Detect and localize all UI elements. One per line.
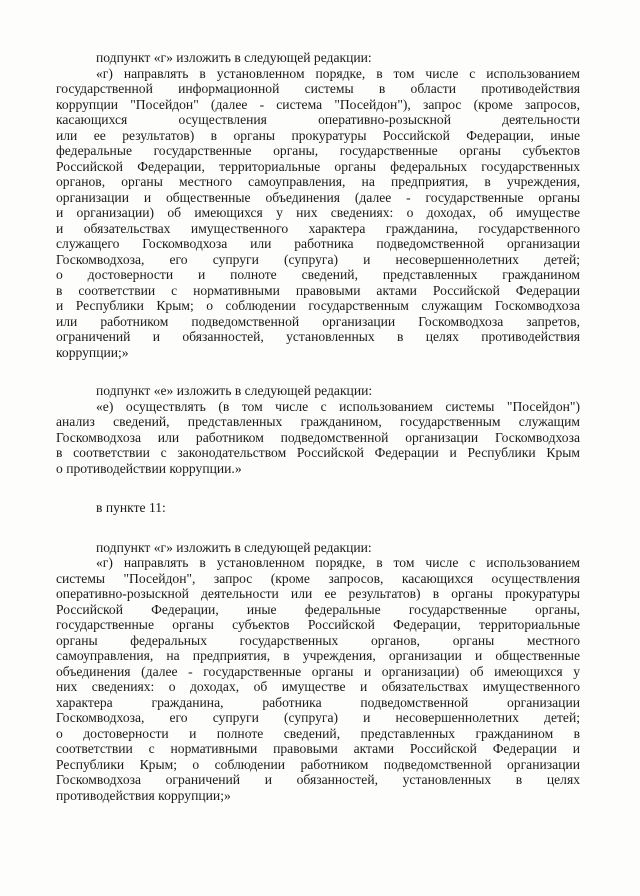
text-line: и обязательствах имущественного характера гражданина, государственного [56,220,580,236]
text-line: анализ сведений, представленных гражданином, государственным служащим [56,414,580,429]
document-page [56,50,580,803]
instruction-line [56,500,580,516]
text-line: системы "Посейдон", запрос (кроме запросов, касающихся осуществления [56,570,580,586]
text-line: «е) осуществлять (в том числе с использованием системы "Посейдон") [96,398,580,414]
text-line: в соответствии с законодательством Российской Федерации и Республики Крым [56,445,580,460]
text-line: государственной информационной системы в области противодействия [56,81,580,96]
text-line: Российской Федерации, территориальные органы федеральных государственных [56,158,580,174]
text-line: Госкомводхоза ограничений и обязанностей, установленных в целях [56,772,580,787]
text-line: федеральные государственные органы, государственные органы субъектов [56,143,580,158]
text-line: в пункте 11: [96,500,166,515]
text-line: касающихся осуществления оперативно-розыскной деятельности [56,112,580,127]
text-line: «г) направлять в установленном порядке, в том числе с использованием [96,555,580,570]
text-line: организации и общественные объединения (далее - государственные органы [56,189,580,205]
text-line: ограничений и обязанностей, установленных в целях противодействия [56,329,580,344]
instruction-line [56,540,580,556]
text-line: о достоверности и полноте сведений, представленных гражданином [56,267,580,282]
paragraph [56,66,580,361]
text-line: них сведениях: о доходах, об имуществе и обязательствах имущественного [56,679,580,694]
instruction-line [56,383,580,399]
paragraph [56,555,580,803]
text-line: служащего Госкомводхоза или работника подведомственной организации [56,236,580,251]
text-line: и Республики Крым; о соблюдении государственным служащим Госкомводхоза [56,298,580,313]
text-line: Госкомводхоза, его супруги (супруга) и несовершеннолетних детей; [56,251,580,267]
text-line: государственные органы субъектов Российской Федерации, территориальные [56,617,580,632]
block-spacer [56,516,580,540]
text-line: подпункт «г» изложить в следующей редакции: [96,539,372,555]
text-line: подпункт «е» изложить в следующей редакции: [96,383,373,398]
text-line: противодействия коррупции;» [56,787,231,803]
text-line: подпункт «г» изложить в следующей редакции: [96,50,372,65]
paragraph [56,399,580,477]
block-spacer [56,360,580,383]
text-line: «г) направлять в установленном порядке, в том числе с использованием [96,65,580,81]
text-line: характера гражданина, работника подведомственной организации [56,694,580,710]
text-line: или ее результатов) в органы прокуратуры Российской Федерации, иные [56,127,580,143]
text-line: оперативно-розыскной деятельности или ее результатов) в органы прокуратуры [56,586,580,601]
text-line: и организации) об имеющихся у них сведениях: о доходах, об имуществе [56,205,580,220]
block-spacer [56,476,580,500]
text-line: коррупции "Посейдон" (далее - система "Посейдон"), запрос (кроме запросов, [56,96,580,112]
text-line: о достоверности и полноте сведений, представленных гражданином в [56,725,580,741]
text-line: Госкомводхоза, его супруги (супруга) и несовершеннолетних детей; [56,710,580,725]
text-line: объединения (далее - государственные органы и организации) об имеющихся у [56,663,580,679]
text-line: органы федеральных государственных органов, органы местного [56,632,580,648]
text-line: Российской Федерации, иные федеральные государственные органы, [56,601,580,617]
text-line: о противодействии коррупции.» [56,460,242,476]
text-line: самоуправления, на предприятия, в учреждения, организации и общественные [56,648,580,663]
text-line: в соответствии с нормативными правовыми актами Российской Федерации [56,282,580,298]
text-line: Республики Крым; о соблюдении работником подведомственной организации [56,756,580,772]
text-line: или работником подведомственной организации Госкомводхоза запретов, [56,313,580,329]
text-line: соответствии с нормативными правовыми актами Российской Федерации и [56,741,580,756]
text-line: Госкомводхоза или работником подведомственной организации Госкомводхоза [56,429,580,445]
text-line: органов, органы местного самоуправления, на предприятия, в учреждения, [56,174,580,189]
text-line: коррупции;» [56,344,129,360]
instruction-line [56,50,580,66]
